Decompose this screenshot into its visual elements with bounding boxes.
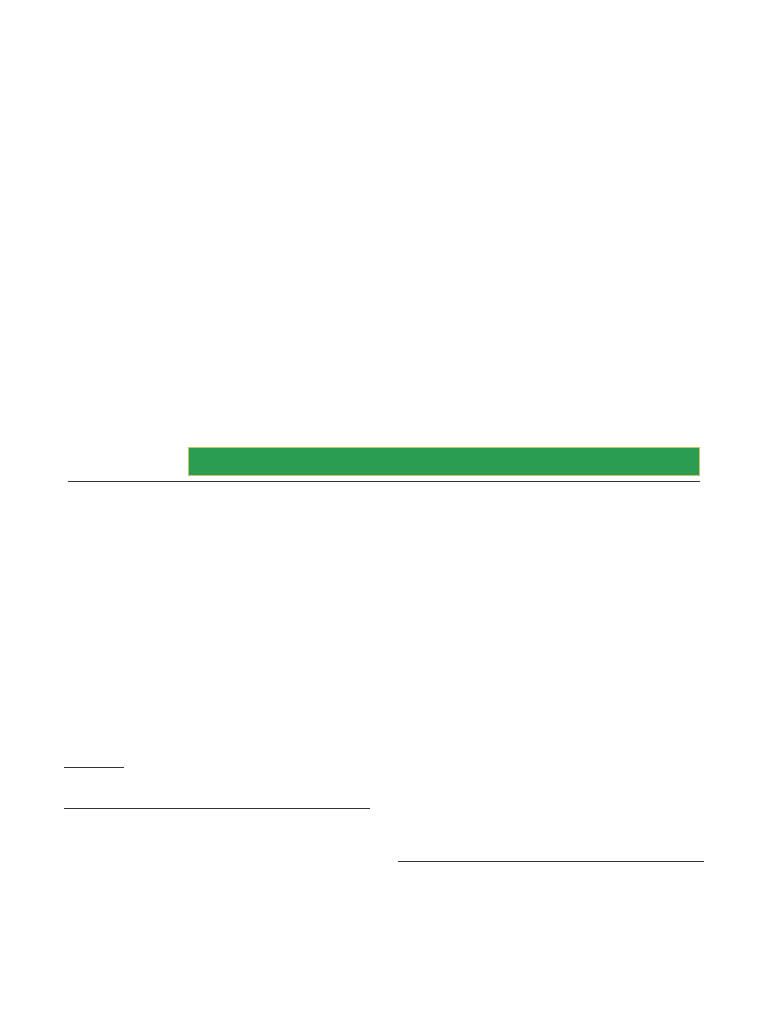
neutral-video-strip xyxy=(188,488,700,595)
permission-block xyxy=(64,811,370,822)
copyright-rule xyxy=(398,861,704,862)
teaser-figure xyxy=(64,336,704,708)
audio-waveform xyxy=(188,447,700,476)
waveform-graphic xyxy=(189,448,699,475)
footnote-rule xyxy=(64,767,124,768)
input-video-strip xyxy=(188,338,700,445)
figure-divider xyxy=(68,481,700,482)
permission-rule xyxy=(64,808,370,809)
happy-video-strip xyxy=(188,599,700,706)
